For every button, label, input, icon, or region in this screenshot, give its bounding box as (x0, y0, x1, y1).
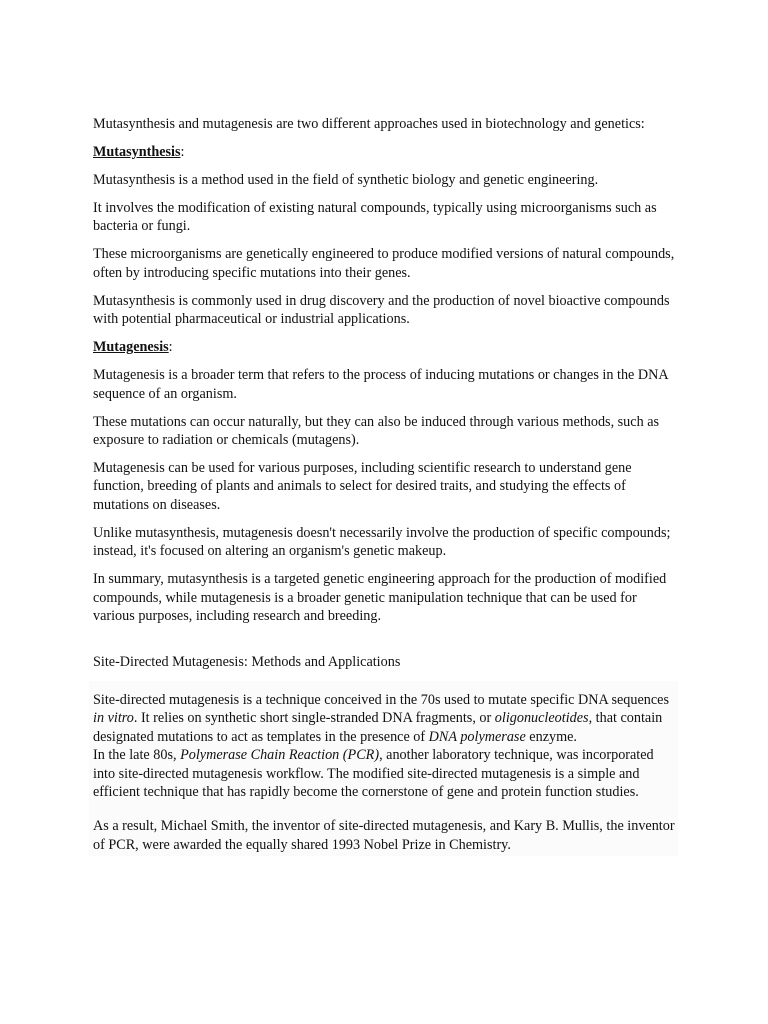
site-directed-paragraph: In the late 80s, Polymerase Chain Reaction (PCR), another laboratory technique, was incorporated into site-directed mutagenesis workflow. The modified site-directed mutagenesis is a simple and efficient technique that has rapidly become the cornerstone of gene and protein function studies. (93, 747, 654, 800)
mutasynthesis-heading: Mutasynthesis (93, 144, 181, 160)
mutagenesis-heading: Mutagenesis (93, 339, 169, 356)
italic-term: DNA polymerase (428, 728, 526, 745)
mutagenesis-paragraph: Mutagenesis is a broader term that refers to the process of inducing mutations or changes in the DNA sequence of an organism. (93, 367, 668, 402)
mutasynthesis-paragraph: Mutasynthesis is a method used in the field of synthetic biology and genetic engineering. (93, 172, 599, 188)
document-body (93, 115, 677, 856)
mutagenesis-paragraph: Unlike mutasynthesis, mutagenesis doesn't necessarily involve the production of specific compounds; instead, it's focused on altering an organism's genetic makeup. (93, 524, 671, 560)
mutagenesis-paragraph: These mutations can occur naturally, but they can also be induced through various methods, such as exposure to radiation or chemicals (mutagens). (93, 413, 660, 449)
site-directed-paragraph: Site-directed mutagenesis is a technique conceived in the 70s used to mutate specific DNA sequences in vitro. It relies on synthetic short single-stranded DNA fragments, or oligonucleotides, that contain designated mutations to act as templates in the presence of DNA polymerase enzyme. (93, 691, 669, 745)
italic-term: oligonucleotides (494, 710, 589, 727)
mutasynthesis-paragraph: It involves the modification of existing natural compounds, typically using microorganisms such as bacteria or fungi. (93, 200, 657, 235)
mutagenesis-paragraph: Mutagenesis can be used for various purposes, including scientific research to understand gene function, breeding of plants and animals to select for desired traits, and studying the effects of mutations on diseases. (93, 460, 632, 513)
section-title: Site-Directed Mutagenesis: Methods and Applications (93, 654, 401, 671)
italic-term: in vitro (93, 710, 134, 727)
italic-term: Polymerase Chain Reaction (PCR) (180, 747, 380, 764)
intro-paragraph: Mutasynthesis and mutagenesis are two different approaches used in biotechnology and genetics: (93, 116, 645, 132)
mutasynthesis-paragraph: Mutasynthesis is commonly used in drug discovery and the production of novel bioactive compounds with potential pharmaceutical or industrial applications. (93, 292, 670, 328)
summary-paragraph: In summary, mutasynthesis is a targeted genetic engineering approach for the production of modified compounds, while mutagenesis is a broader genetic manipulation technique that can be used for various purposes, including research and breeding. (93, 571, 667, 625)
site-directed-section (89, 681, 678, 856)
mutasynthesis-paragraph: These microorganisms are genetically engineered to produce modified versions of natural compounds, often by introducing specific mutations into their genes. (93, 246, 675, 281)
site-directed-paragraph: As a result, Michael Smith, the inventor of site-directed mutagenesis, and Kary B. Mullis, the inventor of PCR, were awarded the equally shared 1993 Nobel Prize in Chemistry. (93, 818, 675, 853)
mutagenesis-heading-line: Mutagenesis: (93, 339, 173, 356)
mutasynthesis-heading-line: Mutasynthesis: (93, 144, 185, 160)
